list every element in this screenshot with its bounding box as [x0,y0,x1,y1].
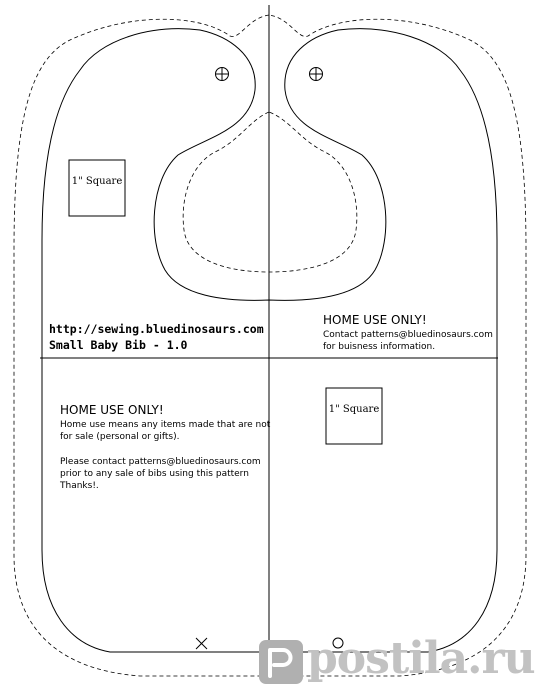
square-label-left: 1" Square [71,176,123,187]
cross-mark-icon [196,638,207,649]
notice-bottom-heading: HOME USE ONLY! [60,403,164,417]
postila-logo-icon [259,640,303,684]
square-label-right: 1" Square [328,404,380,415]
notice-bottom-line-2: for sale (personal or gifts). [60,432,180,442]
credit-title: Small Baby Bib - 1.0 [49,338,188,352]
one-inch-square-right [326,388,382,444]
credit-url: http://sewing.bluedinosaurs.com [49,322,264,336]
notice-bottom-line-5: Thanks!. [60,481,99,491]
notice-bottom-line-4: prior to any sale of bibs using this pattern [60,469,249,479]
notice-top-line-2: for buisness information. [323,342,436,352]
notice-bottom-line-1: Home use means any items made that are not [60,420,271,430]
snap-marker-icon [216,68,229,81]
neck-stitch-line [183,112,357,272]
watermark-text: postila.ru [307,633,535,684]
one-inch-square-left [69,160,125,216]
notice-bottom-line-3: Please contact patterns@bluedinosaurs.com [60,457,261,467]
snap-marker-icon [310,68,323,81]
notice-top-heading: HOME USE ONLY! [323,313,427,327]
notice-top-line-1: Contact patterns@bluedinosaurs.com [323,330,493,340]
